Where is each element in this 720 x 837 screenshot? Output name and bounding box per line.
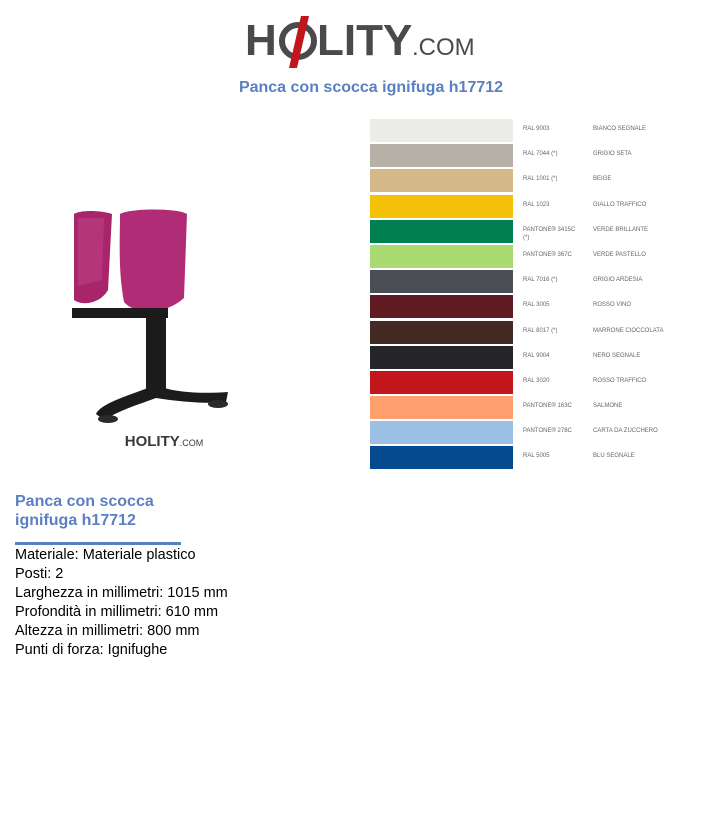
color-name: SALMONE: [593, 403, 623, 410]
color-row: [370, 320, 670, 345]
color-swatch: [370, 169, 513, 192]
color-name: NERO SEGNALE: [593, 352, 641, 359]
color-code: RAL 1023: [523, 201, 550, 208]
color-row: [370, 445, 670, 470]
color-swatch: [370, 396, 513, 419]
color-name: GRIGIO ARDESIA: [593, 277, 643, 284]
color-code: PANTONE® 3415C (*): [523, 226, 576, 241]
color-code: PANTONE® 367C: [523, 251, 572, 258]
color-row: [370, 244, 670, 269]
color-swatch: [370, 270, 513, 293]
color-row: [370, 194, 670, 219]
spec-item: Altezza in millimetri: 800 mm: [15, 623, 200, 639]
color-code: PANTONE® 278C: [523, 428, 572, 435]
color-code: RAL 3005: [523, 302, 550, 309]
brand-logo: [0, 10, 720, 75]
color-name: GIALLO TRAFFICO: [593, 201, 647, 208]
product-title: Panca con scocca ignifuga h17712: [15, 493, 154, 529]
color-swatch: [370, 421, 513, 444]
color-code: RAL 8017 (*): [523, 327, 558, 334]
color-row: [370, 118, 670, 143]
color-row: [370, 219, 670, 244]
spec-item: Punti di forza: Ignifughe: [15, 642, 168, 658]
spec-item: Materiale: Materiale plastico: [15, 547, 196, 563]
color-row: [370, 370, 670, 395]
color-name: VERDE BRILLANTE: [593, 226, 649, 233]
spec-item: Posti: 2: [15, 566, 64, 582]
color-row: [370, 345, 670, 370]
color-code: PANTONE® 163C: [523, 403, 572, 410]
color-code: RAL 9004: [523, 352, 550, 359]
color-swatch: [370, 220, 513, 243]
color-name: VERDE PASTELLO: [593, 251, 646, 258]
color-swatch: [370, 195, 513, 218]
color-code: RAL 7044 (*): [523, 151, 558, 158]
color-code: RAL 5005: [523, 453, 550, 460]
color-name: BIANCO SEGNALE: [593, 126, 647, 132]
title-divider: [15, 542, 181, 545]
watermark-logo: HOLITY.COM: [124, 433, 204, 450]
color-row: [370, 420, 670, 445]
color-name: CARTA DA ZUCCHERO: [593, 428, 658, 435]
spec-item: Profondità in millimetri: 610 mm: [15, 604, 219, 620]
color-swatch: [370, 245, 513, 268]
color-swatch-list: [370, 118, 670, 471]
color-code: RAL 1001 (*): [523, 176, 558, 183]
color-swatch: [370, 295, 513, 318]
color-row: [370, 395, 670, 420]
color-swatch: [370, 144, 513, 167]
color-row: [370, 168, 670, 193]
spec-item: Larghezza in millimetri: 1015 mm: [15, 585, 228, 601]
color-name: BLU SEGNALE: [593, 453, 635, 460]
spec-list: [15, 546, 228, 660]
svg-text:H: H: [245, 16, 277, 65]
color-row: [370, 294, 670, 319]
color-swatch: [370, 321, 513, 344]
color-swatch: [370, 119, 513, 142]
svg-text:LITY: LITY: [317, 16, 413, 65]
color-name: BEIGE: [593, 176, 612, 183]
color-name: MARRONE CIOCCOLATA: [593, 327, 664, 334]
color-name: ROSSO TRAFFICO: [593, 377, 647, 384]
product-image: [60, 200, 260, 460]
page-title: Panca con scocca ignifuga h17712: [238, 79, 504, 96]
color-name: ROSSO VINO: [593, 302, 632, 309]
color-code: RAL 9003: [523, 126, 550, 132]
color-swatch: [370, 446, 513, 469]
color-name: GRIGIO SETA: [593, 151, 632, 158]
color-row: [370, 143, 670, 168]
color-row: [370, 269, 670, 294]
color-code: RAL 3020: [523, 377, 550, 384]
color-swatch: [370, 371, 513, 394]
svg-text:.COM: .COM: [412, 34, 475, 61]
color-swatch: [370, 346, 513, 369]
color-code: RAL 7016 (*): [523, 277, 558, 284]
